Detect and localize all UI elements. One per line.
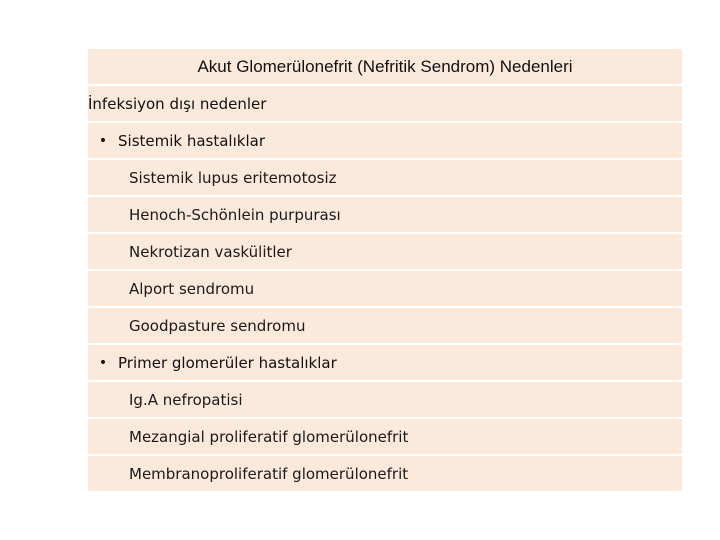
list-item	[88, 456, 682, 493]
section-row	[88, 86, 682, 123]
item-label: Henoch-Schönlein purpurası	[129, 205, 341, 224]
bullet-icon: •	[98, 132, 108, 149]
bullet-icon: •	[98, 354, 108, 371]
group-label: Primer glomerüler hastalıklar	[118, 353, 337, 372]
list-item	[88, 234, 682, 271]
group-label: Sistemik hastalıklar	[118, 131, 265, 150]
section-heading: İnfeksiyon dışı nedenler	[88, 94, 267, 113]
group-row-primary	[88, 345, 682, 382]
item-label: Sistemik lupus eritemotosiz	[129, 168, 337, 187]
item-label: Goodpasture sendromu	[129, 316, 306, 335]
item-label: Nekrotizan vaskülitler	[129, 242, 292, 261]
list-item	[88, 197, 682, 234]
table-title-row	[88, 49, 682, 86]
list-item	[88, 308, 682, 345]
list-item	[88, 382, 682, 419]
group-row-systemic	[88, 123, 682, 160]
item-label: Mezangial proliferatif glomerülonefrit	[129, 427, 409, 446]
list-item	[88, 160, 682, 197]
item-label: Ig.A nefropatisi	[129, 390, 243, 409]
item-label: Alport sendromu	[129, 279, 255, 298]
list-item	[88, 271, 682, 308]
causes-table	[88, 49, 682, 493]
table-title: Akut Glomerülonefrit (Nefritik Sendrom) Nedenleri	[197, 56, 573, 76]
item-label: Membranoproliferatif glomerülonefrit	[129, 464, 409, 483]
list-item	[88, 419, 682, 456]
